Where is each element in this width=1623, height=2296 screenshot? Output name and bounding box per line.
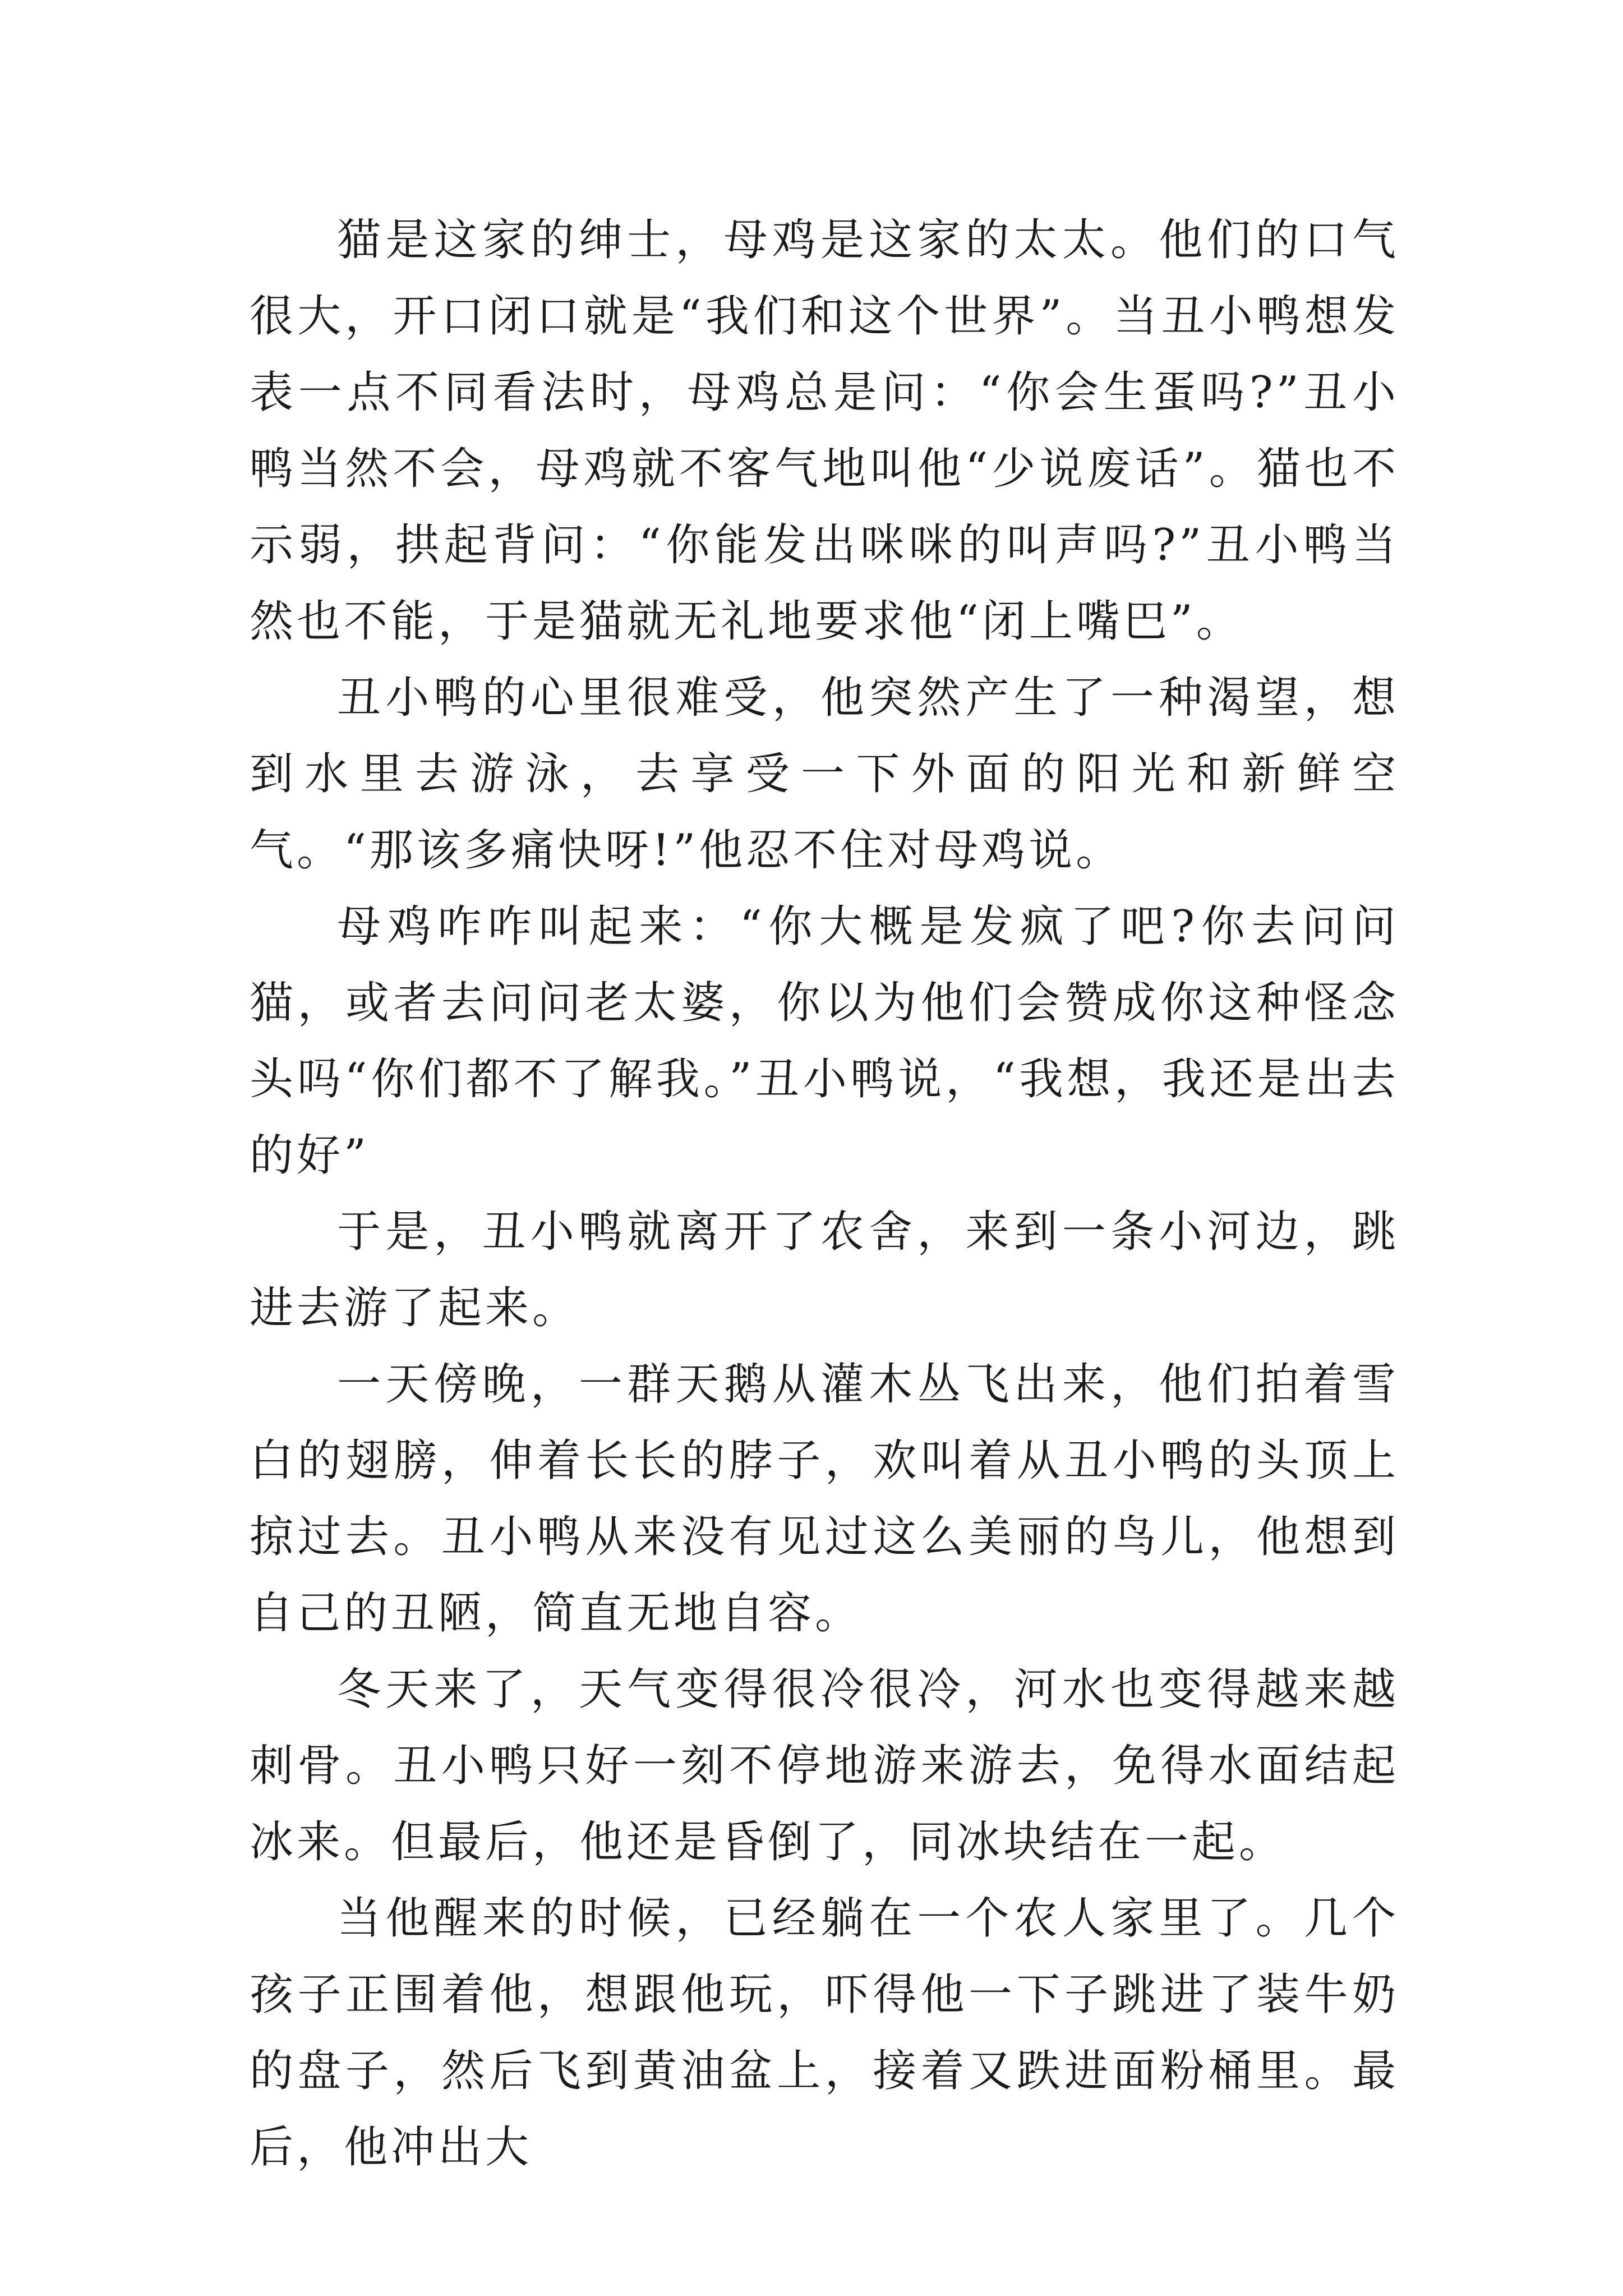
paragraph-5: 一天傍晚，一群天鹅从灌木丛飞出来，他们拍着雪白的翅膀，伸着长长的脖子，欢叫着从丑小鸭的头顶上掠过去。丑小鸭从来没有见过这么美丽的鸟儿，他想到自己的丑陋，简直无地自容。 xyxy=(250,1359,1399,1639)
paragraph-3: 母鸡咋咋叫起来：“你大概是发疯了吧?你去问问猫，或者去问问老太婆，你以为他们会赞成你这种怪念头吗“你们都不了解我。”丑小鸭说，“我想，我还是出去的好” xyxy=(250,901,1399,1181)
paragraph-6: 冬天来了，天气变得很冷很冷，河水也变得越来越刺骨。丑小鸭只好一刻不停地游来游去，免得水面结起冰来。但最后，他还是昏倒了，同冰块结在一起。 xyxy=(250,1664,1399,1867)
paragraph-2: 丑小鸭的心里很难受，他突然产生了一种渴望，想到水里去游泳，去享受一下外面的阳光和新鲜空气。“那该多痛快呀!”他忍不住对母鸡说。 xyxy=(250,673,1399,876)
paragraph-7: 当他醒来的时候，已经躺在一个农人家里了。几个孩子正围着他，想跟他玩，吓得他一下子跳进了装牛奶的盘子，然后飞到黄油盆上，接着又跌进面粉桶里。最后，他冲出大 xyxy=(250,1893,1399,2173)
paragraph-4: 于是，丑小鸭就离开了农舍，来到一条小河边，跳进去游了起来。 xyxy=(250,1207,1399,1333)
paragraph-1: 猫是这家的绅士，母鸡是这家的太太。他们的口气很大，开口闭口就是“我们和这个世界”。当丑小鸭想发表一点不同看法时，母鸡总是问：“你会生蛋吗?”丑小鸭当然不会，母鸡就不客气地叫他“少说废话”。猫也不示弱，拱起背问：“你能发出咪咪的叫声吗?”丑小鸭当然也不能，于是猫就无礼地要求他“闭上嘴巴”。 xyxy=(250,215,1399,647)
document-body xyxy=(250,202,1399,2185)
